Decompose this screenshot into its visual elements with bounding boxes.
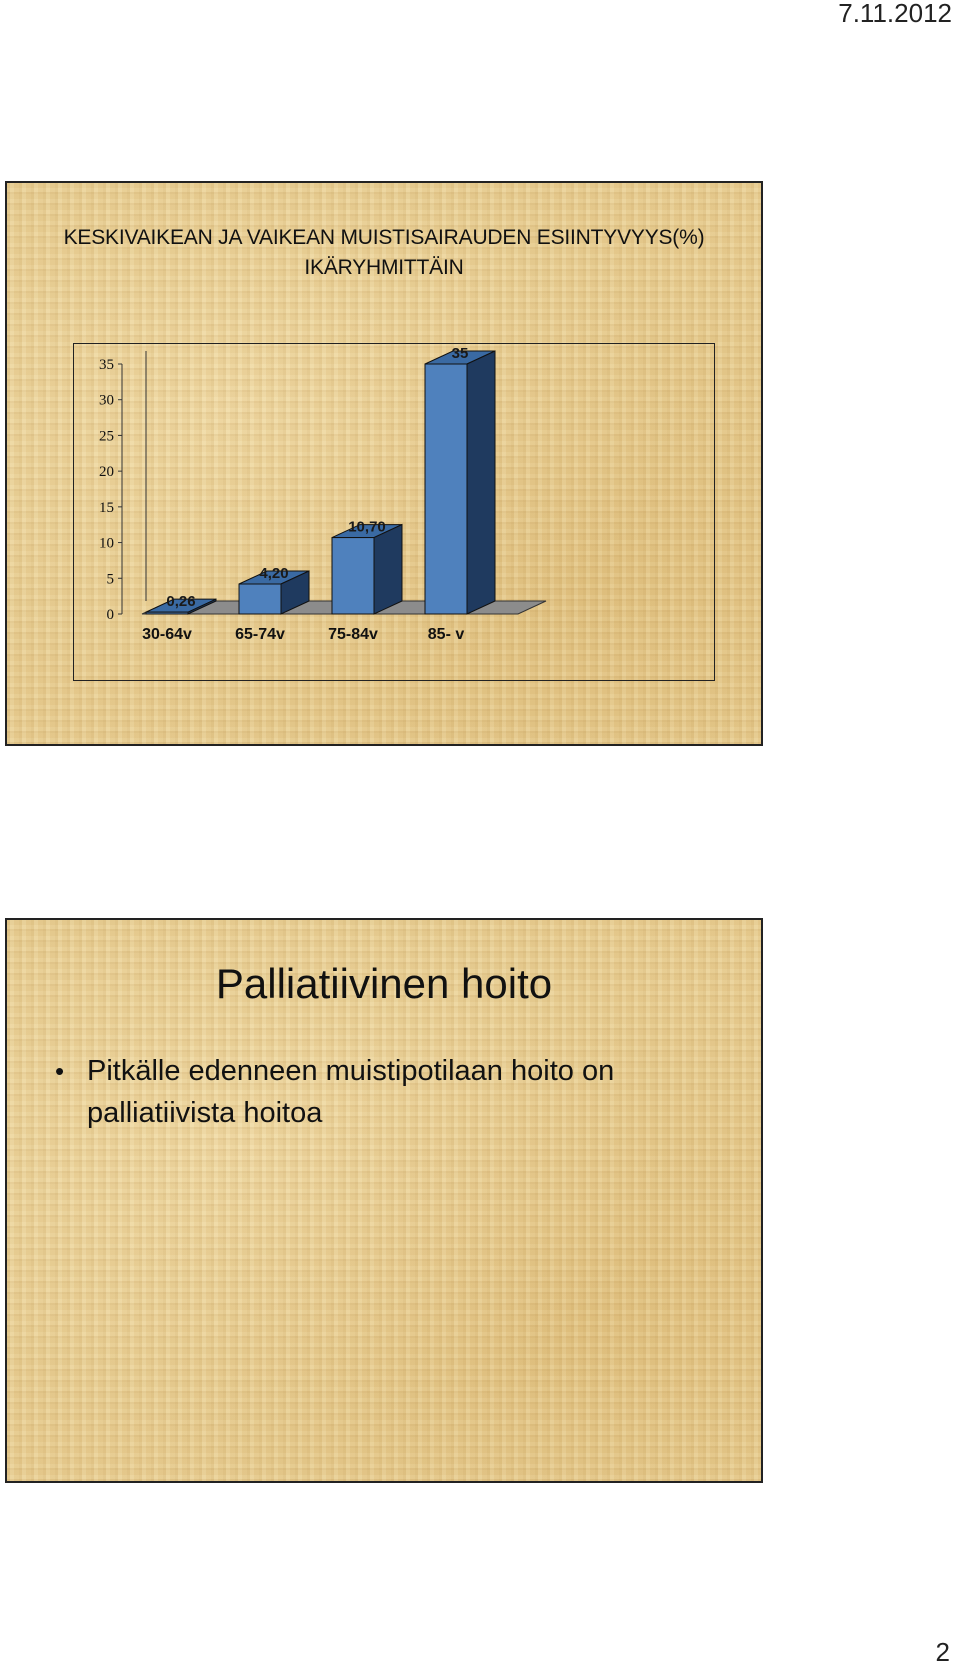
data-label: 4,20 bbox=[259, 565, 289, 582]
page-number: 2 bbox=[935, 1637, 950, 1667]
data-label: 10,70 bbox=[348, 518, 386, 536]
y-tick-label: 25 bbox=[99, 428, 114, 445]
bar bbox=[332, 538, 374, 614]
slide-title bbox=[7, 223, 761, 283]
bar-side bbox=[467, 351, 495, 614]
page-date: 7.11.2012 bbox=[838, 0, 952, 28]
slide-palliative-care bbox=[5, 918, 763, 1483]
x-tick-label: 65-74v bbox=[235, 626, 285, 643]
slide-title-line: IKÄRYHMITTÄIN bbox=[304, 256, 464, 279]
chart-frame bbox=[73, 343, 715, 681]
y-tick-label: 15 bbox=[99, 499, 114, 516]
x-tick-label: 85- v bbox=[427, 626, 465, 643]
data-label: 0,26 bbox=[166, 593, 196, 611]
y-tick-label: 30 bbox=[99, 392, 114, 409]
x-tick-label: 30-64v bbox=[142, 626, 192, 643]
bullet-text-line: palliatiivista hoitoa bbox=[87, 1097, 323, 1129]
y-tick-label: 35 bbox=[99, 357, 114, 373]
bar-side bbox=[374, 525, 402, 614]
y-tick-label: 0 bbox=[106, 607, 114, 623]
data-label: 35 bbox=[451, 345, 469, 362]
slide-title: Palliatiivinen hoito bbox=[215, 960, 553, 1007]
y-tick-label: 5 bbox=[106, 571, 114, 588]
slide-title-line: KESKIVAIKEAN JA VAIKEAN MUISTISAIRAUDEN ESIINTYVYYS(%) bbox=[63, 226, 705, 249]
bar bbox=[146, 612, 188, 614]
y-tick-label: 20 bbox=[99, 464, 114, 481]
bar bbox=[425, 364, 467, 614]
bullet-list bbox=[47, 1050, 737, 1134]
bar bbox=[239, 584, 281, 614]
bullet-item bbox=[47, 1050, 737, 1134]
slide-prevalence-chart bbox=[5, 181, 763, 746]
bullet-icon: • bbox=[55, 1056, 65, 1086]
bullet-text-line: Pitkälle edenneen muistipotilaan hoito on bbox=[87, 1055, 615, 1087]
y-tick-label: 10 bbox=[99, 535, 114, 552]
x-tick-label: 75-84v bbox=[328, 626, 378, 643]
bar-chart bbox=[74, 344, 714, 680]
